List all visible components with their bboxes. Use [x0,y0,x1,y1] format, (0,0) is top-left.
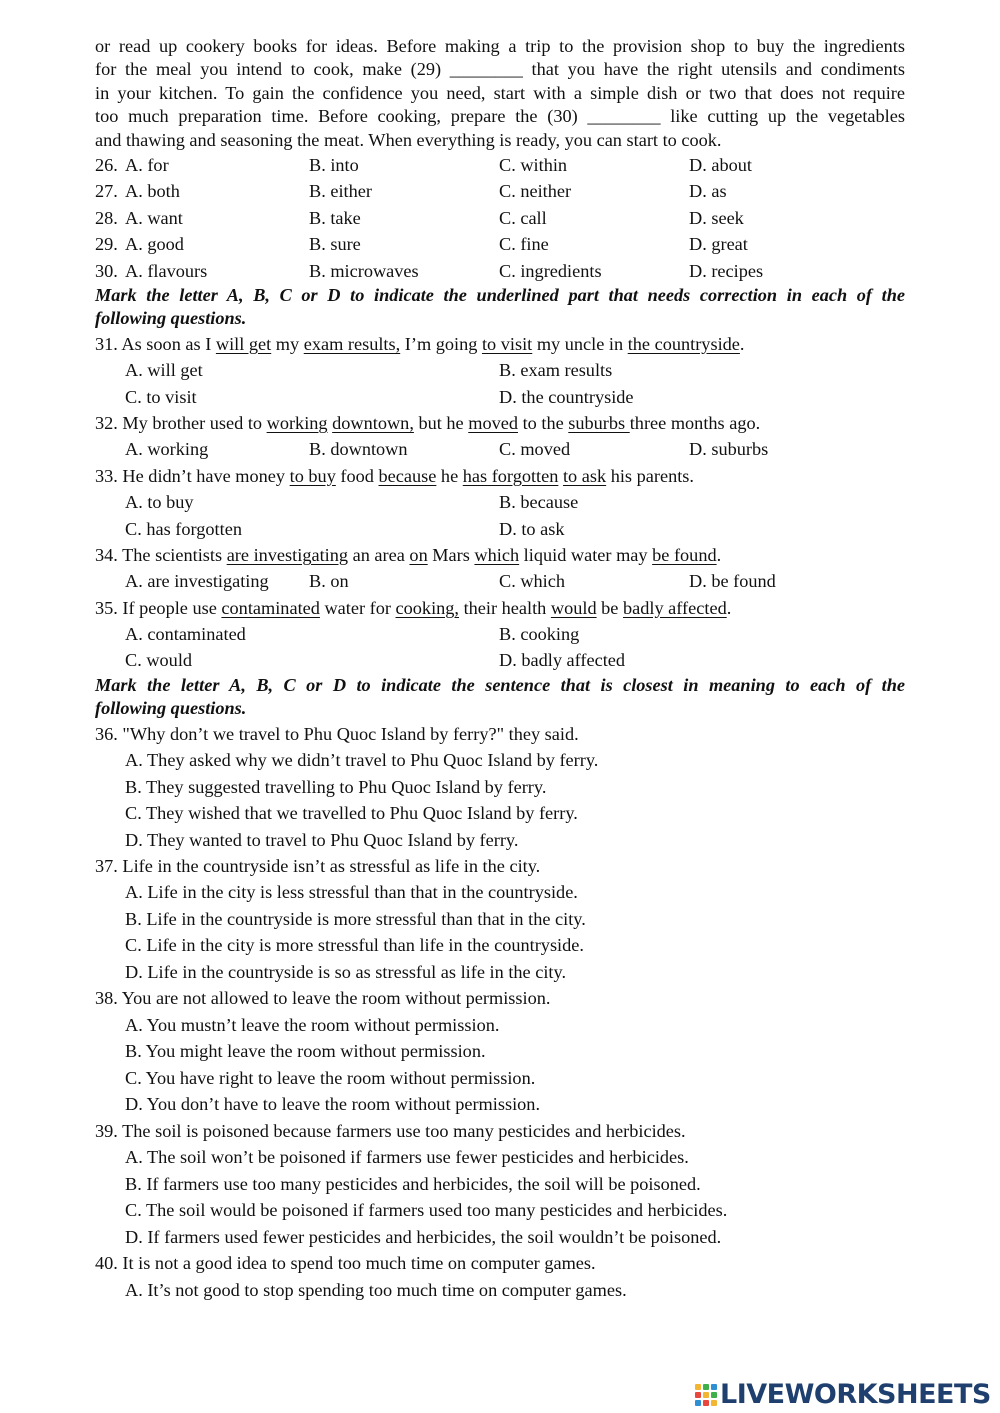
option-b[interactable]: B. either [309,181,372,202]
option-a[interactable]: A. will get [125,360,203,381]
reading-passage [95,35,905,152]
underlined-part: which [474,544,520,565]
option-c[interactable]: C. to visit [125,386,197,407]
question-stem: 40. It is not a good idea to spend too much time on computer games. [95,1253,596,1274]
option-d[interactable]: D. seek [689,207,744,228]
option-d[interactable]: D. recipes [689,260,764,281]
worksheet-page [95,35,905,1303]
instruction-line: Mark the letter A, B, C or D to indicate the sentence that is closest in meaning to each of the [95,674,905,695]
option-a[interactable]: A. good [125,234,184,255]
question-30 [95,258,905,284]
underlined-part: on [409,544,428,565]
question-39 [95,1118,905,1250]
option-d[interactable]: D. great [689,234,748,255]
question-stem: 35. If people use contaminated water for cooking, their health would be badly affected. [95,597,732,618]
underlined-part: be found [652,544,717,565]
underlined-part: has forgotten [462,465,559,486]
liveworksheets-logo-icon [695,1382,717,1406]
option-b[interactable]: B. on [309,571,349,592]
passage-line: too much preparation time. Before cooking, prepare the (30) ________ like cutting up the vegetables [95,106,905,127]
question-35 [95,595,905,674]
option-d[interactable]: D. Life in the countryside is so as stressful as life in the city. [125,961,567,982]
option-d[interactable]: D. to ask [499,518,565,539]
option-a[interactable]: A. contaminated [125,624,246,645]
option-a[interactable]: A. The soil won’t be poisoned if farmers use fewer pesticides and herbicides. [125,1147,689,1168]
option-a[interactable]: A. want [125,207,183,228]
option-b[interactable]: B. downtown [309,439,408,460]
question-number: 30. [95,260,118,281]
liveworksheets-logo [695,1376,991,1412]
instruction-line: following questions. [95,698,247,719]
question-stem: 34. The scientists are investigating an area on Mars which liquid water may be found. [95,544,722,565]
option-b[interactable]: B. They suggested travelling to Phu Quoc Island by ferry. [125,776,547,797]
question-stem: 37. Life in the countryside isn’t as stressful as life in the city. [95,856,541,877]
underlined-part: contaminated [221,597,320,618]
option-d[interactable]: D. You don’t have to leave the room without permission. [125,1094,541,1115]
underlined-part: to visit [481,333,533,354]
option-d[interactable]: D. be found [689,571,776,592]
underlined-part: are investigating [226,544,349,565]
question-number: 28. [95,207,118,228]
option-c[interactable]: C. would [125,650,193,671]
instruction-error-correction [95,284,905,331]
option-a[interactable]: A. both [125,181,180,202]
question-stem: 33. He didn’t have money to buy food because he has forgotten to ask his parents. [95,465,694,486]
question-33 [95,463,905,542]
option-a[interactable]: A. Life in the city is less stressful than that in the countryside. [125,882,578,903]
option-b[interactable]: B. cooking [499,624,580,645]
question-40 [95,1250,905,1303]
options-row [95,436,905,462]
option-d[interactable]: D. as [689,181,727,202]
option-b[interactable]: B. exam results [499,360,613,381]
option-c[interactable]: C. moved [499,439,571,460]
option-c[interactable]: C. ingredients [499,260,602,281]
underlined-part: because [378,465,437,486]
options-row [95,647,905,673]
instruction-line: Mark the letter A, B, C or D to indicate the underlined part that needs correction in each of the [95,284,905,305]
option-d[interactable]: D. They wanted to travel to Phu Quoc Island by ferry. [125,829,519,850]
question-stem: 32. My brother used to working downtown, but he moved to the suburbs three months ago. [95,412,761,433]
option-b[interactable]: B. take [309,207,361,228]
instruction-closest-meaning [95,674,905,721]
option-c[interactable]: C. You have right to leave the room without permission. [125,1067,536,1088]
question-28 [95,205,905,231]
underlined-part: badly affected [623,597,727,618]
passage-line: in your kitchen. To gain the confidence you need, start with a simple dish or two that does not require [95,82,905,103]
passage-line: or read up cookery books for ideas. Before making a trip to the provision shop to buy the ingredients [95,36,905,56]
underlined-part: to buy [289,465,336,486]
option-a[interactable]: A. for [125,155,169,176]
option-a[interactable]: A. to buy [125,492,194,513]
options-row [95,516,905,542]
underlined-part: to ask [562,465,607,486]
question-27 [95,178,905,204]
underlined-part: downtown, [332,412,414,433]
option-c[interactable]: C. which [499,571,566,592]
question-32 [95,410,905,463]
passage-line: and thawing and seasoning the meat. When everything is ready, you can start to cook. [95,129,722,150]
option-a[interactable]: A. working [125,439,209,460]
question-stem: 36. "Why don’t we travel to Phu Quoc Island by ferry?" they said. [95,723,579,744]
underlined-part: would [550,597,597,618]
question-34 [95,542,905,595]
option-b[interactable]: B. You might leave the room without permission. [125,1041,486,1062]
question-29 [95,231,905,257]
options-row [95,357,905,383]
option-b[interactable]: B. microwaves [309,260,419,281]
option-b[interactable]: B. into [309,155,359,176]
option-c[interactable]: C. Life in the city is more stressful than life in the countryside. [125,935,584,956]
option-d[interactable]: D. If farmers used fewer pesticides and herbicides, the soil wouldn’t be poisoned. [125,1226,722,1247]
question-stem: 38. You are not allowed to leave the room without permission. [95,988,551,1009]
underlined-part: moved [468,412,518,433]
underlined-part: suburbs [568,412,630,433]
option-d[interactable]: D. about [689,155,752,176]
question-36 [95,721,905,853]
option-c[interactable]: C. The soil would be poisoned if farmers used too many pesticides and herbicides. [125,1200,728,1221]
question-stem: 31. As soon as I will get my exam results, I’m going to visit my uncle in the countryside. [95,333,745,354]
options-row [95,568,905,594]
option-c[interactable]: C. within [499,155,568,176]
underlined-part: the countryside [627,333,740,354]
question-37 [95,853,905,985]
option-c[interactable]: C. call [499,207,547,228]
option-b[interactable]: B. Life in the countryside is more stressful than that in the city. [125,908,586,929]
question-number: 29. [95,234,118,255]
options-row [95,489,905,515]
underlined-part: working [266,412,328,433]
passage-line: for the meal you intend to cook, make (29) ________ that you have the right utensils and condiments [95,59,905,80]
option-b[interactable]: B. If farmers use too many pesticides and herbicides, the soil will be poisoned. [125,1173,701,1194]
option-a[interactable]: A. are investigating [125,571,269,592]
options-row [95,384,905,410]
option-c[interactable]: C. They wished that we travelled to Phu Quoc Island by ferry. [125,803,578,824]
option-d[interactable]: D. the countryside [499,386,634,407]
underlined-part: exam results, [303,333,401,354]
question-26 [95,152,905,178]
question-number: 26. [95,155,118,176]
options-row [95,621,905,647]
option-c[interactable]: C. neither [499,181,572,202]
option-a[interactable]: A. You mustn’t leave the room without permission. [125,1014,500,1035]
option-d[interactable]: D. badly affected [499,650,626,671]
cloze-options [95,152,905,284]
option-b[interactable]: B. because [499,492,579,513]
option-d[interactable]: D. suburbs [689,439,769,460]
question-38 [95,985,905,1117]
option-a[interactable]: A. They asked why we didn’t travel to Phu Quoc Island by ferry. [125,750,599,771]
underlined-part: cooking, [395,597,459,618]
option-b[interactable]: B. sure [309,234,361,255]
question-number: 27. [95,181,118,202]
option-a[interactable]: A. It’s not good to stop spending too much time on computer games. [125,1279,627,1300]
question-stem: 39. The soil is poisoned because farmers use too many pesticides and herbicides. [95,1120,686,1141]
instruction-line: following questions. [95,308,247,329]
question-31 [95,331,905,410]
option-a[interactable]: A. flavours [125,260,208,281]
option-c[interactable]: C. fine [499,234,549,255]
option-c[interactable]: C. has forgotten [125,518,242,539]
liveworksheets-logo-text: LIVEWORKSHEETS [720,1378,991,1410]
underlined-part: will get [215,333,272,354]
